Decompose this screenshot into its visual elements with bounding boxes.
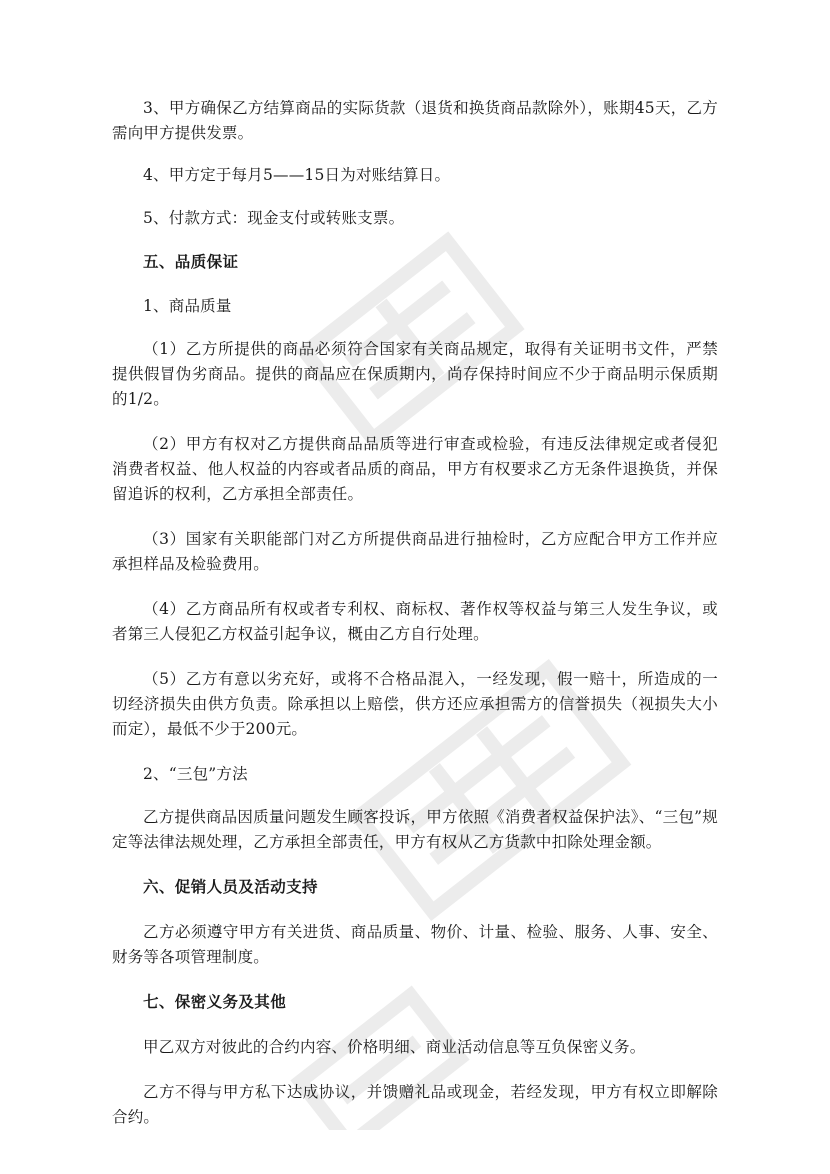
- section-heading-confidentiality: 七、保密义务及其他: [143, 993, 287, 1011]
- clause-termination: 乙方不得与甲方私下达成协议，并馈赠礼品或现金，若经发现，甲方有权立即解除合约。: [112, 1083, 718, 1126]
- subsection-three-guarantees: 2、“三包”方法: [143, 765, 248, 783]
- clause-confidentiality: 甲乙双方对彼此的合约内容、价格明细、商业活动信息等互负保密义务。: [143, 1038, 646, 1056]
- clause-quality-1: （1）乙方所提供的商品必须符合国家有关商品规定，取得有关证明书文件，严禁提供假冒伪劣商品。提供的商品应在保质期内，尚存保持时间应不少于商品明示保质期的1/2。: [112, 340, 718, 408]
- clause-quality-5: （5）乙方有意以劣充好，或将不合格品混入，一经发现，假一赔十，所造成的一切经济损失由供方负责。除承担以上赔偿，供方还应承担需方的信誉损失（视损失大小而定），最低不少于200元。: [112, 670, 718, 738]
- clause-reconcile-date: 4、甲方定于每月5——15日为对账结算日。: [143, 166, 451, 184]
- clause-payment-method: 5、付款方式：现金支付或转账支票。: [143, 209, 405, 227]
- clause-quality-2: （2）甲方有权对乙方提供商品品质等进行审查或检验，有违反法律规定或者侵犯消费者权益、他人权益的内容或者品质的商品，甲方有权要求乙方无条件退换货，并保留追诉的权利，乙方承担全部责任。: [112, 435, 718, 503]
- subsection-goods-quality: 1、商品质量: [143, 297, 232, 315]
- clause-quality-4: （4）乙方商品所有权或者专利权、商标权、著作权等权益与第三人发生争议，或者第三人侵犯乙方权益引起争议，概由乙方自行处理。: [112, 600, 718, 643]
- clause-settlement: 3、甲方确保乙方结算商品的实际货款（退货和换货商品款除外），账期45天，乙方需向甲方提供发票。: [112, 99, 718, 142]
- section-heading-quality: 五、品质保证: [143, 253, 239, 271]
- clause-complaint-handling: 乙方提供商品因质量问题发生顾客投诉，甲方依照《消费者权益保护法》、“三包”规定等法律法规处理，乙方承担全部责任，甲方有权从乙方货款中扣除处理金额。: [112, 808, 718, 851]
- section-heading-promotion: 六、促销人员及活动支持: [143, 878, 318, 896]
- clause-promotion-rules: 乙方必须遵守甲方有关进货、商品质量、物价、计量、检验、服务、人事、安全、财务等各项管理制度。: [112, 923, 718, 966]
- document-body: [112, 96, 718, 1150]
- clause-quality-3: （3）国家有关职能部门对乙方所提供商品进行抽检时，乙方应配合甲方工作并应承担样品及检验费用。: [112, 530, 718, 573]
